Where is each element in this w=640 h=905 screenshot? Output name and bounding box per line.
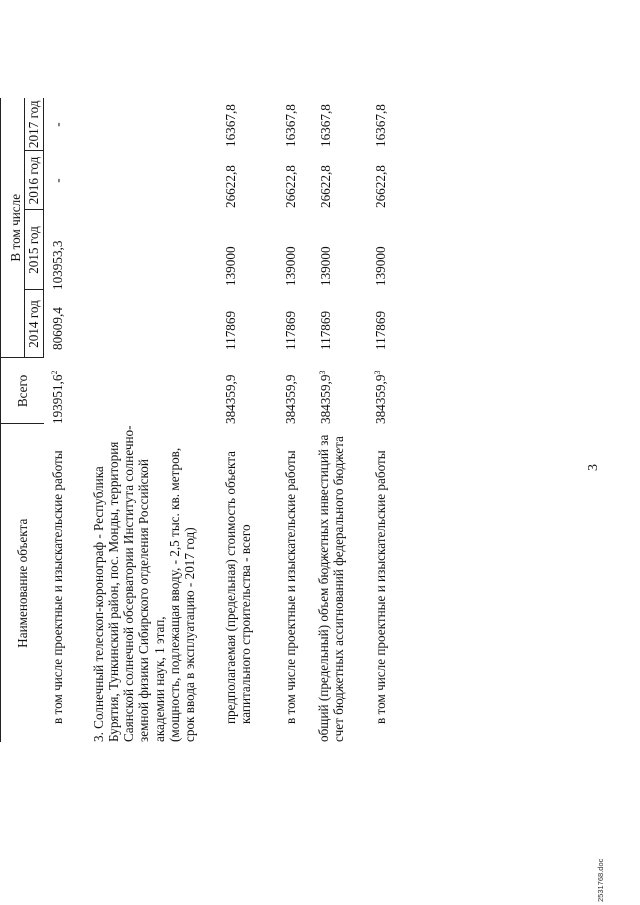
row-2014: 117869 (317, 310, 333, 350)
header-year-2014: 2014 год (25, 290, 44, 358)
row-total: 384359,9 (282, 374, 298, 424)
row-total: 384359,9$^3$ (317, 370, 333, 424)
row-name: в том числе проектные и изыскательские работы (49, 450, 65, 724)
row-2014: 117869 (372, 310, 388, 350)
row-2015: 139000 (317, 246, 333, 286)
row-2014: 117869 (222, 310, 238, 350)
row-2016: - (50, 178, 65, 183)
row-2014: 80609,4 (50, 307, 65, 350)
row-2015: 139000 (372, 246, 388, 286)
page-number: 3 (586, 464, 601, 471)
table-row (44, 0, 89, 905)
row-2015: 139000 (222, 246, 238, 286)
table-row (314, 0, 369, 905)
header-year-2017: 2017 год (25, 98, 44, 151)
header-group: В том числе (1, 98, 25, 358)
table-row (217, 0, 279, 905)
row-2016: 26622,8 (222, 165, 238, 208)
object-title: 3. Солнечный телескоп-коронограф - Республика Бурятия, Тункинский район, пос. Монды, территория Саянской солнечной обсерватории Института солнечно-земной физики Сибирского отделения Российской академии наук, 1 этап, (90, 425, 167, 742)
row-total: 193951,6$^2$ (49, 370, 65, 424)
row-2015: 139000 (282, 246, 298, 286)
row-2017: 16367,8 (222, 104, 238, 147)
row-name: общий (предельный) объем бюджетных инвестиций за счет бюджетных ассигнований федерального бюджета (315, 434, 346, 742)
row-name: предполагаемая (предельная) стоимость объекта капитального строительства - всего (222, 450, 253, 724)
row-2017: 16367,8 (372, 104, 388, 147)
row-object-title (89, 424, 217, 742)
row-2016: 26622,8 (372, 165, 388, 208)
table-row (279, 0, 314, 905)
row-total: 384359,9 (222, 374, 238, 424)
row-total: 384359,9$^3$ (372, 370, 388, 424)
row-name: в том числе проектные и изыскательские работы (372, 450, 388, 724)
row-2014: 117869 (282, 310, 298, 350)
footer-filename: 2531768.doc (596, 858, 605, 902)
header-year-2015: 2015 год (25, 210, 44, 290)
row-2015: 103953,3 (50, 240, 65, 290)
header-total: Всего (1, 358, 44, 424)
row-name: в том числе проектные и изыскательские работы (282, 450, 298, 724)
table-row (89, 0, 217, 905)
row-2016: 26622,8 (317, 165, 333, 208)
table-row (369, 0, 399, 905)
header-year-2016: 2016 год (25, 151, 44, 210)
row-2017: 16367,8 (282, 104, 298, 147)
object-capacity: (мощность, подлежащая вводу, - 2,5 тыс. кв. метров, срок ввода в эксплуатацию - 2017 год) (167, 447, 198, 742)
row-2017: 16367,8 (317, 104, 333, 147)
header-name: Наименование объекта (1, 424, 44, 742)
row-2017: - (50, 122, 65, 127)
row-2016: 26622,8 (282, 165, 298, 208)
